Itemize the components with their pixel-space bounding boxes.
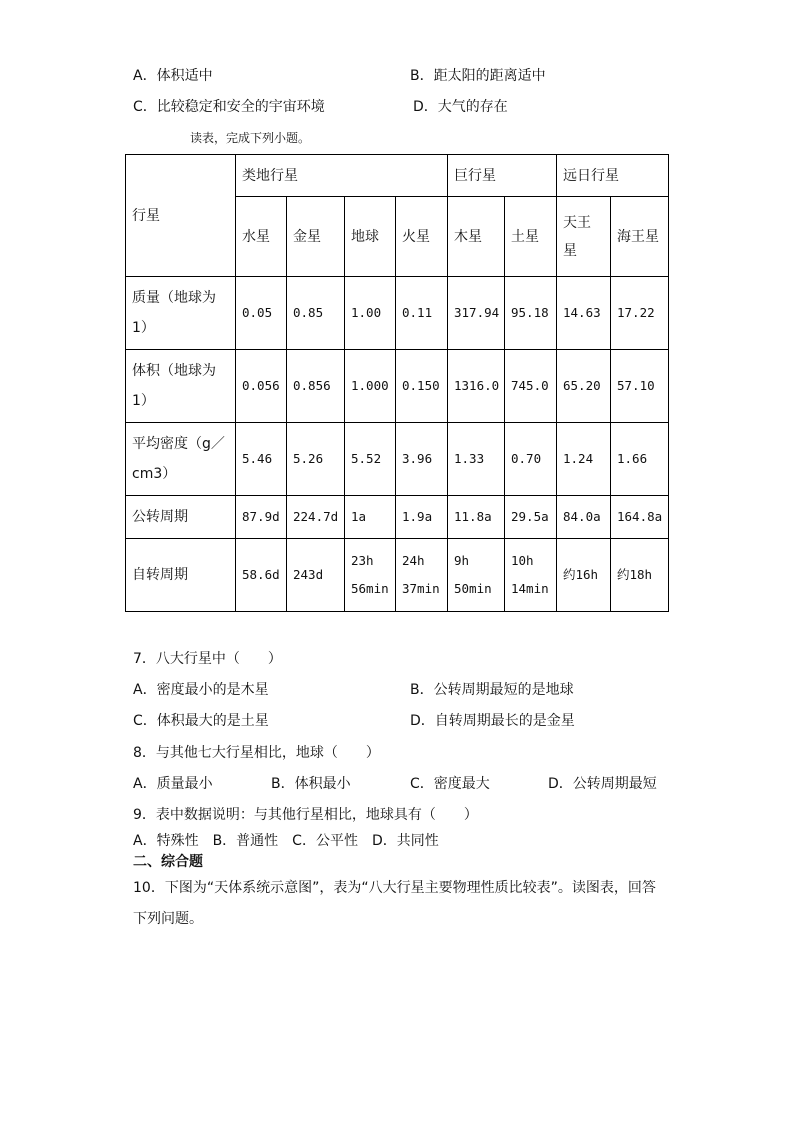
q8-stem: 8．与其他七大行星相比，地球（ ） xyxy=(133,745,380,761)
q7-option-a: A．密度最小的是木星 xyxy=(133,682,269,698)
cell: 84.0a xyxy=(557,496,611,539)
q8-option-c: C．密度最大 xyxy=(410,776,490,792)
cell: 5.46 xyxy=(236,423,287,496)
cell: 58.6d xyxy=(236,539,287,612)
cell: 10h 14min xyxy=(505,539,557,612)
cell: 1.000 xyxy=(345,350,396,423)
cell: 95.18 xyxy=(505,277,557,350)
cell: 0.85 xyxy=(287,277,345,350)
planet-name: 金星 xyxy=(287,197,345,277)
cell: 5.52 xyxy=(345,423,396,496)
q10-line1: 10．下图为“天体系统示意图”，表为“八大行星主要物理性质比较表”。读图表，回答 xyxy=(133,880,656,896)
section-title: 二、综合题 xyxy=(133,854,203,870)
cell: 0.056 xyxy=(236,350,287,423)
cell: 0.05 xyxy=(236,277,287,350)
planet-name: 天王星 xyxy=(557,197,611,277)
cell: 14.63 xyxy=(557,277,611,350)
cell: 1.00 xyxy=(345,277,396,350)
q9-stem: 9．表中数据说明：与其他行星相比，地球具有（ ） xyxy=(133,807,478,823)
cell: 0.70 xyxy=(505,423,557,496)
cell: 317.94 xyxy=(448,277,505,350)
table-intro: 读表，完成下列小题。 xyxy=(190,131,311,145)
q7-stem: 7．八大行星中（ ） xyxy=(133,651,282,667)
cell: 23h 56min xyxy=(345,539,396,612)
cell: 745.0 xyxy=(505,350,557,423)
planet-name: 火星 xyxy=(396,197,448,277)
option-d-prev: D．大气的存在 xyxy=(413,99,508,115)
cell: 约18h xyxy=(611,539,669,612)
cell: 65.20 xyxy=(557,350,611,423)
q7-option-b: B．公转周期最短的是地球 xyxy=(410,682,574,698)
q8-option-d: D．公转周期最短 xyxy=(548,776,657,792)
planet-properties-table xyxy=(125,154,669,612)
cell: 0.856 xyxy=(287,350,345,423)
cell: 29.5a xyxy=(505,496,557,539)
cell: 17.22 xyxy=(611,277,669,350)
cell: 约16h xyxy=(557,539,611,612)
cell: 1.24 xyxy=(557,423,611,496)
cell: 87.9d xyxy=(236,496,287,539)
planet-name: 土星 xyxy=(505,197,557,277)
cell: 1.66 xyxy=(611,423,669,496)
cell: 0.11 xyxy=(396,277,448,350)
cell: 9h 50min xyxy=(448,539,505,612)
row-label-volume: 体积（地球为1） xyxy=(126,350,236,423)
cell: 1.33 xyxy=(448,423,505,496)
planet-name: 水星 xyxy=(236,197,287,277)
header-far: 远日行星 xyxy=(557,155,669,197)
cell: 11.8a xyxy=(448,496,505,539)
planet-name: 地球 xyxy=(345,197,396,277)
cell: 224.7d xyxy=(287,496,345,539)
row-label-orbit: 公转周期 xyxy=(126,496,236,539)
planet-name: 木星 xyxy=(448,197,505,277)
option-c-prev: C．比较稳定和安全的宇宙环境 xyxy=(133,99,325,115)
q8-option-a: A．质量最小 xyxy=(133,776,213,792)
cell: 1a xyxy=(345,496,396,539)
q7-option-c: C．体积最大的是土星 xyxy=(133,713,269,729)
cell: 243d xyxy=(287,539,345,612)
q7-option-d: D．自转周期最长的是金星 xyxy=(410,713,575,729)
q8-option-b: B．体积最小 xyxy=(271,776,351,792)
header-giant: 巨行星 xyxy=(448,155,557,197)
cell: 24h 37min xyxy=(396,539,448,612)
cell: 3.96 xyxy=(396,423,448,496)
cell: 164.8a xyxy=(611,496,669,539)
header-planet: 行星 xyxy=(126,155,236,277)
cell: 0.150 xyxy=(396,350,448,423)
row-label-rotation: 自转周期 xyxy=(126,539,236,612)
q9-options: A．特殊性 B．普通性 C．公平性 D．共同性 xyxy=(133,833,439,849)
row-label-mass: 质量（地球为1） xyxy=(126,277,236,350)
option-b-prev: B．距太阳的距离适中 xyxy=(410,68,546,84)
planet-name: 海王星 xyxy=(611,197,669,277)
cell: 1.9a xyxy=(396,496,448,539)
header-terrestrial: 类地行星 xyxy=(236,155,448,197)
cell: 57.10 xyxy=(611,350,669,423)
cell: 5.26 xyxy=(287,423,345,496)
q10-line2: 下列问题。 xyxy=(133,911,203,927)
option-a-prev: A．体积适中 xyxy=(133,68,213,84)
row-label-density: 平均密度（g／cm3） xyxy=(126,423,236,496)
cell: 1316.0 xyxy=(448,350,505,423)
